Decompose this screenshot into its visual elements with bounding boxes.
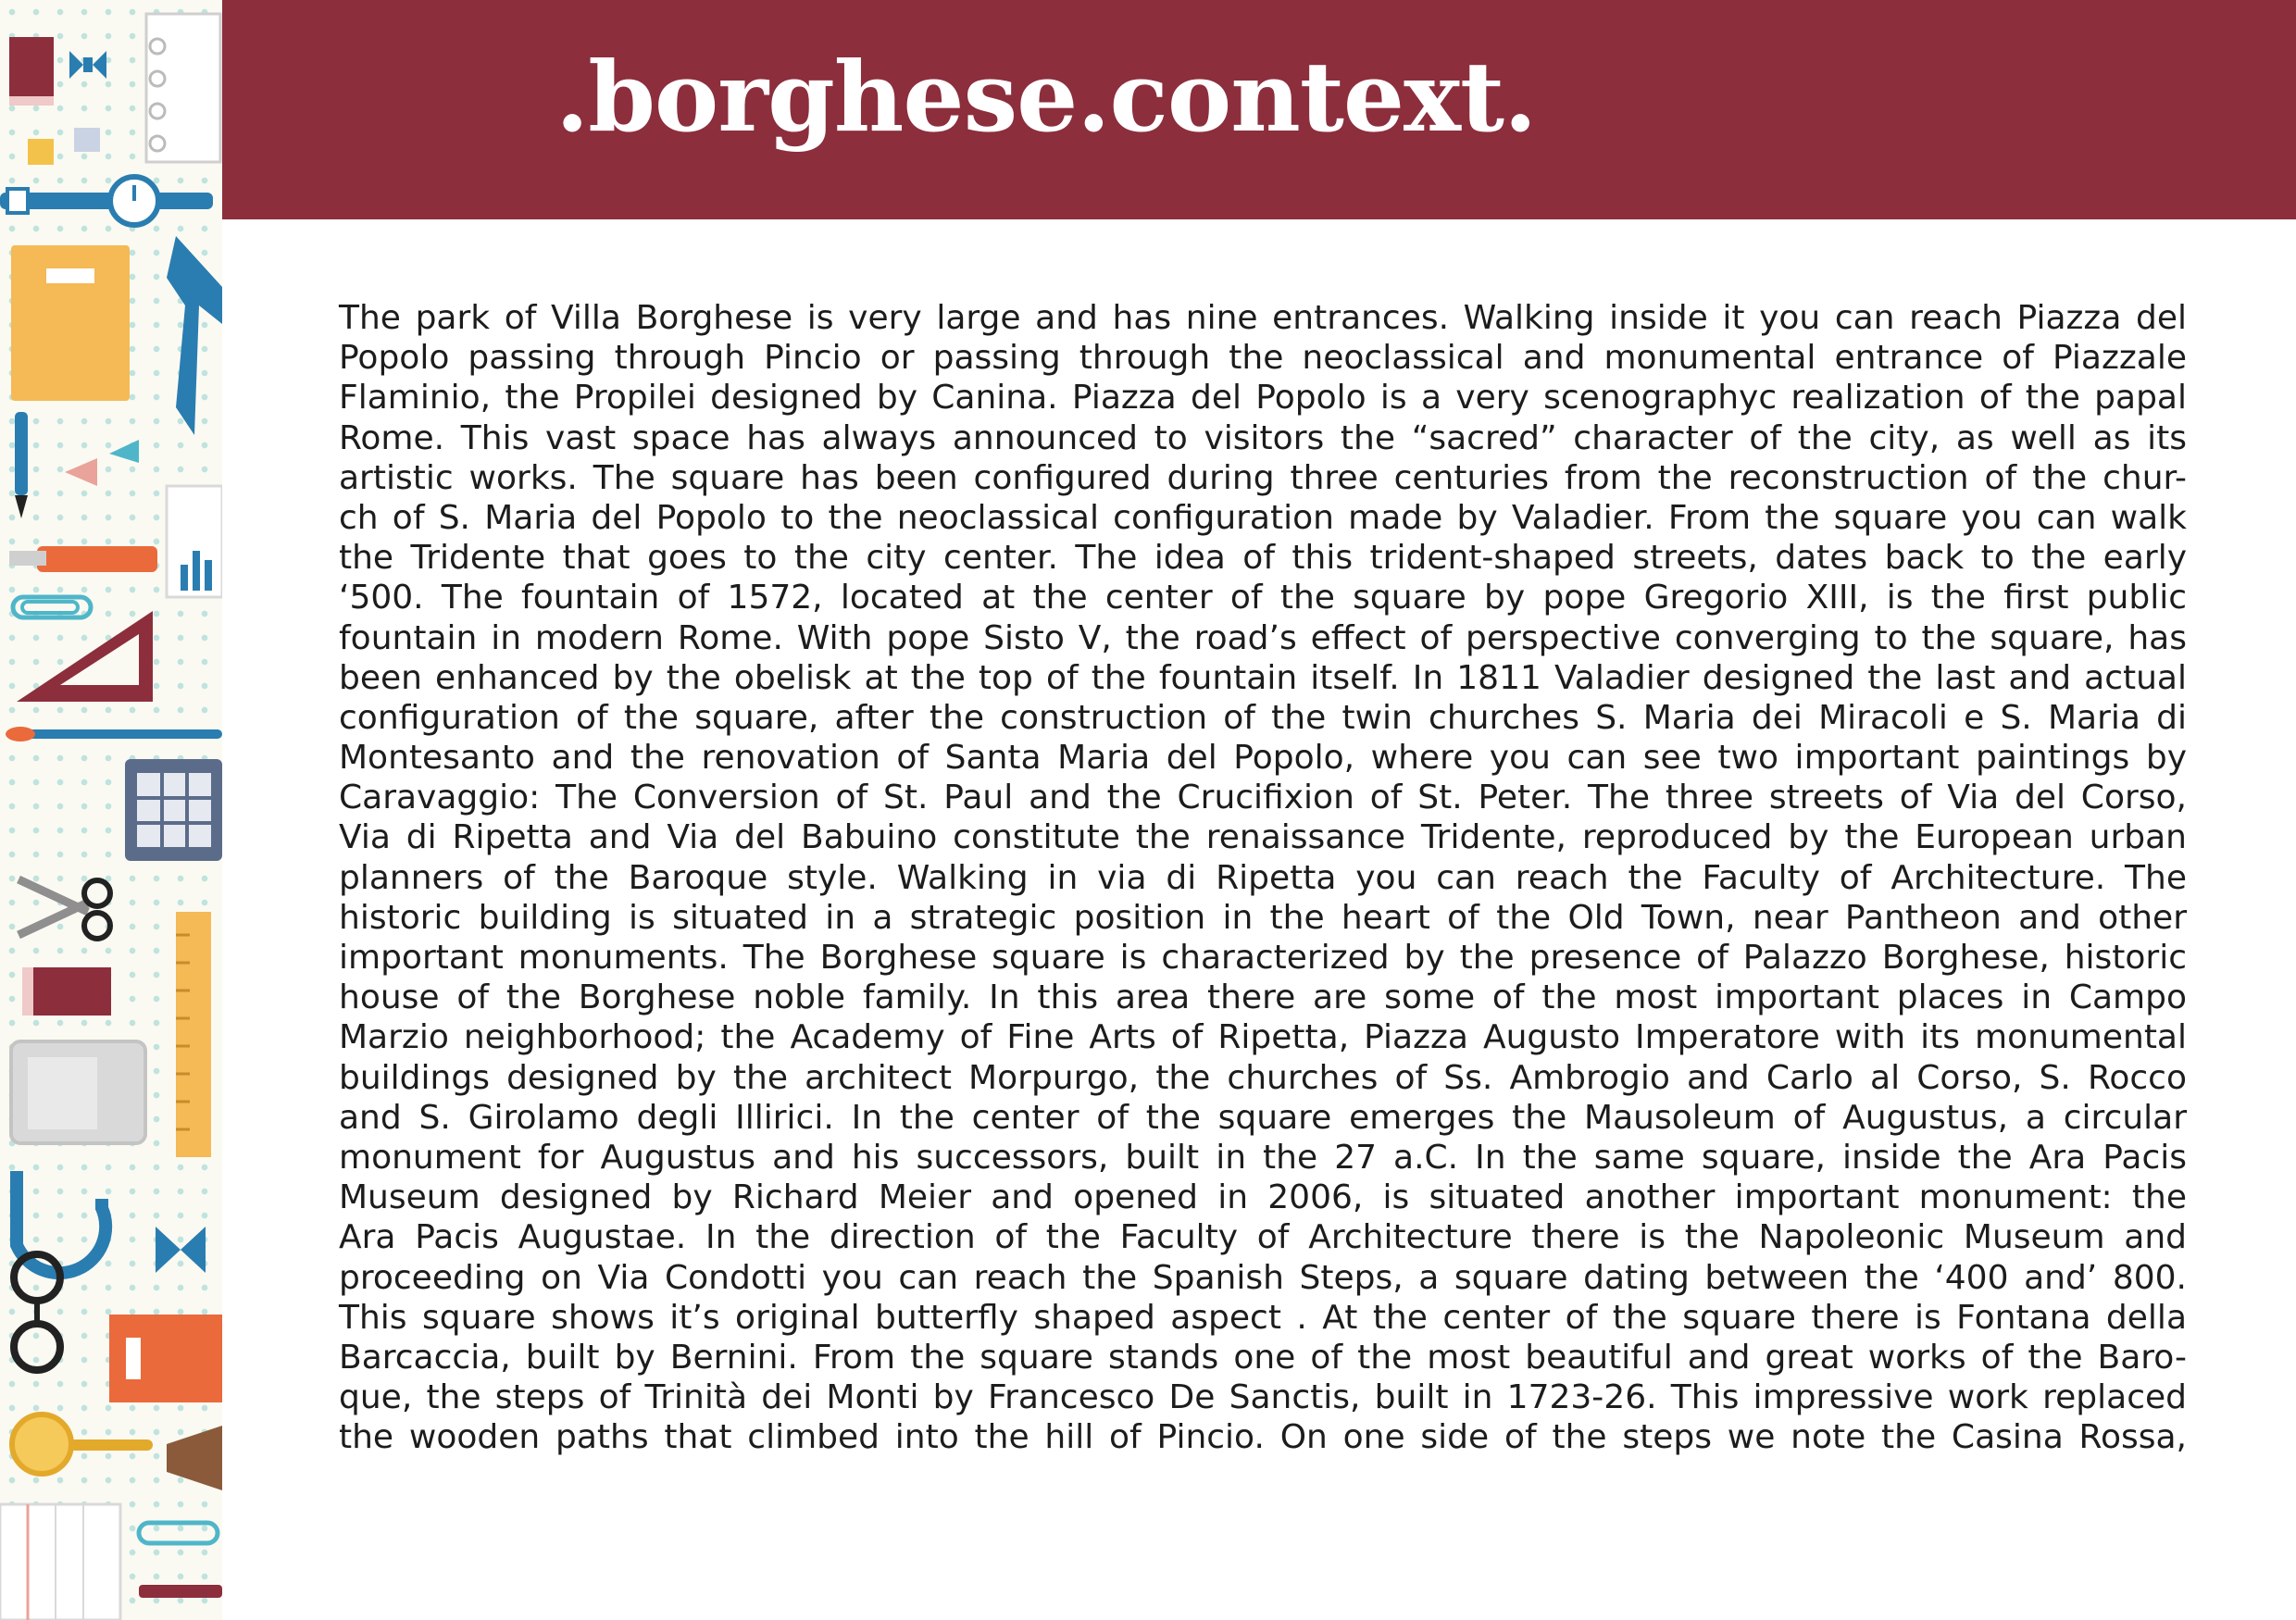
text-line: house of the Borghese noble family. In this area there are some of the most important places in Campo (339, 978, 2187, 1017)
magnifying-glass-icon (12, 1414, 153, 1474)
ruler-icon (176, 912, 211, 1157)
text-line: Popolo passing through Pincio or passing through the neoclassical and monumental entrance of Piazzale (339, 339, 2187, 378)
decorative-sidebar (0, 0, 222, 1620)
header-banner (222, 0, 2296, 219)
calculator-icon (125, 759, 222, 861)
text-line: The park of Villa Borghese is very large and has nine entrances. Walking inside it you can reach Piazza del (339, 299, 2187, 337)
text-line: important monuments. The Borghese square is characterized by the presence of Palazzo Borghese, historic (339, 939, 2187, 977)
text-line: Rome. This vast space has always announced to visitors the “sacred” character of the city, as well as its (339, 418, 2187, 457)
body-text (339, 298, 2187, 1457)
paperclip-icon (139, 1523, 218, 1543)
sticky-note-icon (28, 128, 100, 165)
set-square-icon (17, 611, 153, 702)
lined-paper-icon (0, 1504, 120, 1620)
text-line: proceeding on Via Condotti you can reach the Spanish Steps, a square dating between the ‘400 and’ 800. (339, 1258, 2187, 1297)
text-line: Museum designed by Richard Meier and opened in 2006, is situated another important monument: the (339, 1178, 2187, 1217)
text-line: artistic works. The square has been configured during three centuries from the reconstruction of the chur- (339, 458, 2187, 497)
box-cutter-icon (9, 546, 157, 572)
text-line: been enhanced by the obelisk at the top of the fountain itself. In 1811 Valadier designed the last and actual (339, 658, 2187, 697)
paintbrush-icon (6, 727, 222, 741)
text-line: planners of the Baroque style. Walking in via di Ripetta you can reach the Faculty of Architecture. The (339, 858, 2187, 897)
pen-icon (139, 1585, 222, 1598)
text-line: This square shows it’s original butterfly shaped aspect . At the center of the square there is Fontana della (339, 1298, 2187, 1337)
wristwatch-icon (0, 177, 213, 225)
bar-chart-icon (167, 486, 222, 597)
scissors-icon (19, 879, 110, 939)
text-line: historic building is situated in a strategic position in the heart of the Old Town, near Pantheon and other (339, 898, 2187, 937)
text-line: Barcaccia, built by Bernini. From the square stands one of the most beautiful and great works of the Baro- (339, 1338, 2187, 1377)
text-line: ch of S. Maria del Popolo to the neoclassical configuration made by Valadier. From the square you can walk (339, 498, 2187, 537)
paperclip-icon (13, 597, 91, 617)
text-line: monument for Augustus and his successors, built in the 27 a.C. In the same square, inside the Ara Pacis (339, 1138, 2187, 1177)
text-line: Montesanto and the renovation of Santa Maria del Popolo, where you can see two important paintings by (339, 739, 2187, 778)
text-line: buildings designed by the architect Morpurgo, the churches of Ss. Ambrogio and Carlo al Corso, S. Rocco (339, 1058, 2187, 1097)
text-line: and S. Girolamo degli Illirici. In the center of the square emerges the Mausoleum of Augustus, a circular (339, 1098, 2187, 1137)
clipboard-icon (109, 1315, 222, 1402)
text-line: configuration of the square, after the construction of the twin churches S. Maria dei Miracoli e S. Maria di (339, 698, 2187, 737)
folder-icon (11, 245, 130, 401)
page-title: .borghese.context. (555, 40, 1537, 154)
binder-clip-icon (69, 51, 106, 79)
text-line: Flaminio, the Propilei designed by Canina. Piazza del Popolo is a very scenographyc realization of the papal (339, 379, 2187, 417)
text-line: Via di Ripetta and Via del Babuino constitute the renaissance Tridente, reproduced by the European urban (339, 818, 2187, 857)
text-line: Caravaggio: The Conversion of St. Paul and the Crucifixion of St. Peter. The three streets of Via del Corso, (339, 779, 2187, 817)
text-line: the wooden paths that climbed into the hill of Pincio. On one side of the steps we note the Casina Rossa, (339, 1418, 2187, 1457)
tablet-icon (11, 1041, 145, 1143)
text-line: ‘500. The fountain of 1572, located at the center of the square by pope Gregorio XIII, is the first public (339, 579, 2187, 617)
stamp-icon (167, 1426, 222, 1490)
book-icon (22, 967, 111, 1016)
text-line: fountain in modern Rome. With pope Sisto V, the road’s effect of perspective converging to the square, has (339, 618, 2187, 657)
pen-icon (15, 412, 28, 518)
text-line: the Tridente that goes to the city center. The idea of this trident-shaped streets, dates back to the early (339, 539, 2187, 578)
text-line: Ara Pacis Augustae. In the direction of the Faculty of Architecture there is the Napoleonic Museum and (339, 1218, 2187, 1257)
bow-tie-icon (156, 1227, 206, 1273)
text-line: Marzio neighborhood; the Academy of Fine Arts of Ripetta, Piazza Augusto Imperatore with its monumental (339, 1018, 2187, 1057)
spiral-notepad-icon (146, 14, 220, 162)
notebook-icon (9, 37, 54, 106)
stationery-pattern (0, 0, 222, 1620)
airplane-icon (167, 236, 222, 435)
text-line: que, the steps of Trinità dei Monti by Francesco De Sanctis, built in 1723-26. This impressive work replaced (339, 1378, 2187, 1417)
triangle-flag-icon (65, 440, 139, 486)
